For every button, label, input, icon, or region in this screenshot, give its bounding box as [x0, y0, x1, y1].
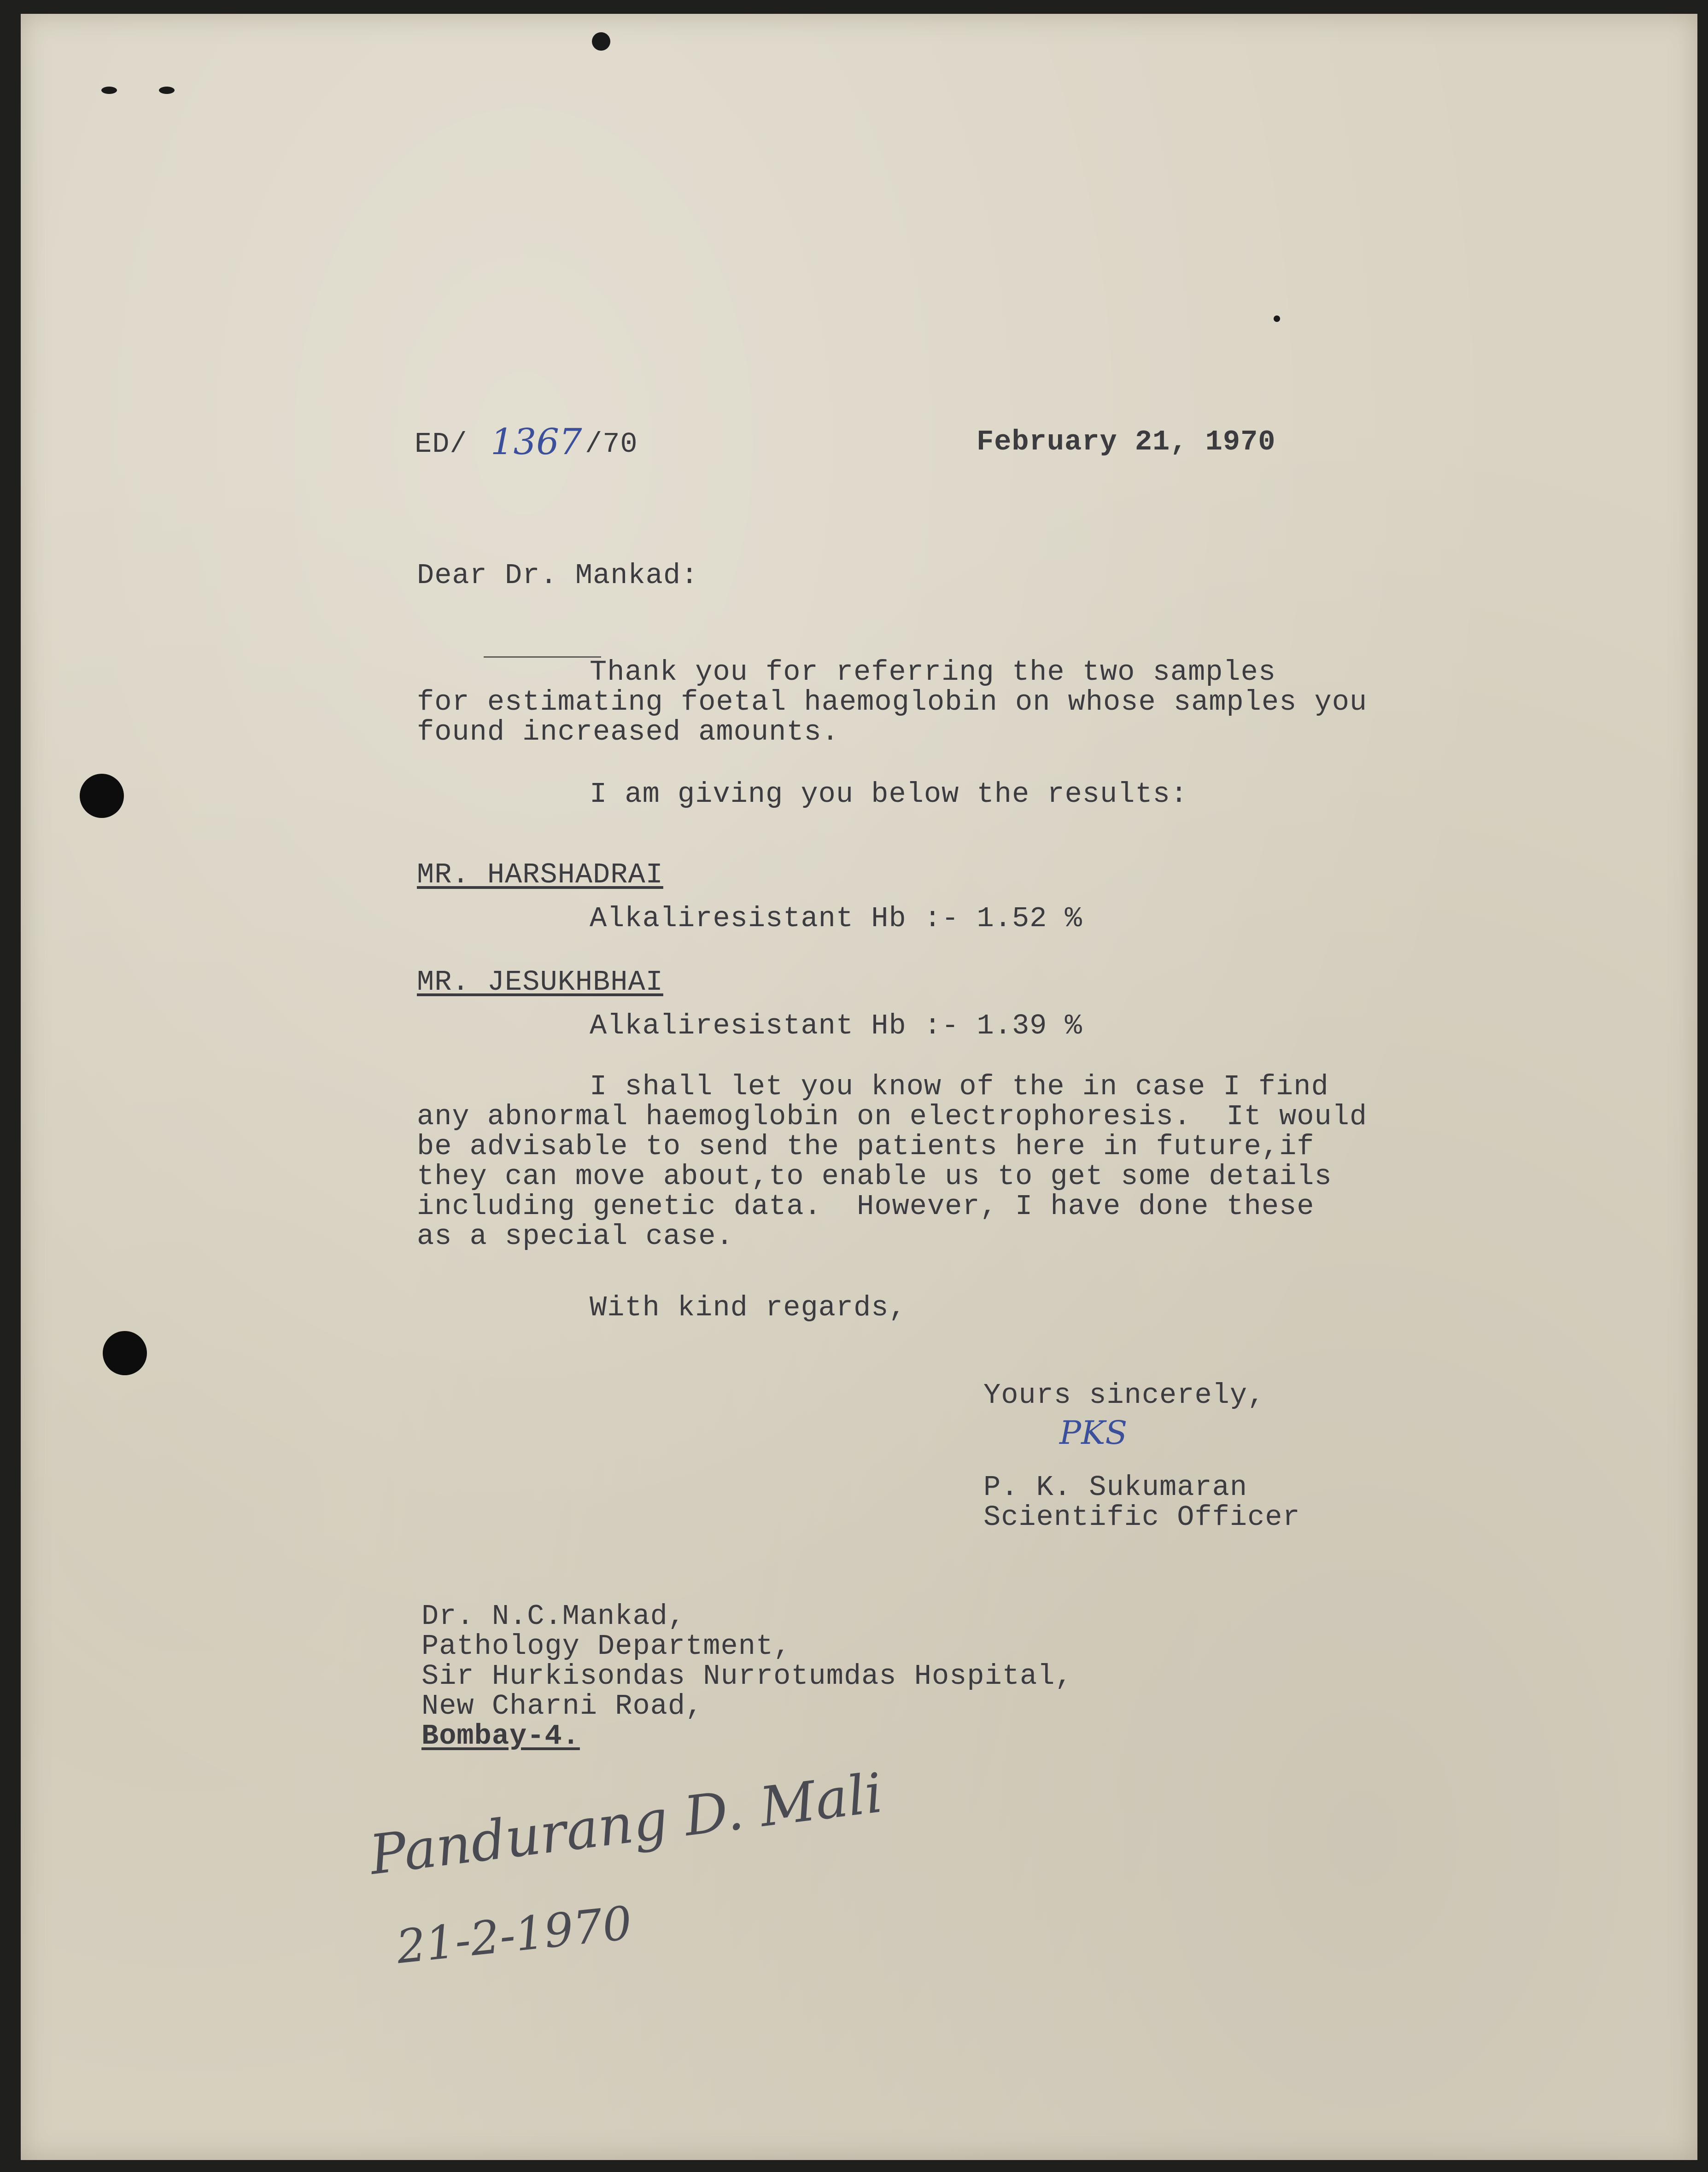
patient-name: MR. JESUKHBHAI: [417, 966, 663, 998]
result-value: Alkaliresistant Hb :- 1.52 %: [590, 902, 1082, 935]
salutation: Dear Dr. Mankad:: [417, 559, 699, 592]
closing: With kind regards,: [590, 1291, 907, 1324]
para3-line: as a special case.: [417, 1220, 734, 1253]
underline-rule: [484, 656, 601, 658]
staple-mark: [159, 87, 175, 94]
address-line: Sir Hurkisondas Nurrotumdas Hospital,: [421, 1660, 1073, 1693]
address-line: Pathology Department,: [421, 1630, 791, 1663]
signer-name: P. K. Sukumaran: [983, 1471, 1248, 1504]
staple-mark: [101, 87, 117, 94]
reference-prefix: ED/: [415, 428, 468, 461]
handwritten-note: Pandurang D. Mali: [366, 1761, 886, 1887]
letter-date: February 21, 1970: [977, 426, 1276, 458]
para3-line: be advisable to send the patients here in future,if: [417, 1130, 1315, 1163]
para1-line: for estimating foetal haemoglobin on whose samples you: [417, 686, 1368, 718]
address-line: Bombay-4.: [421, 1720, 580, 1752]
signer-title: Scientific Officer: [983, 1501, 1300, 1534]
result-value: Alkaliresistant Hb :- 1.39 %: [590, 1010, 1082, 1042]
signoff: Yours sincerely,: [983, 1379, 1265, 1412]
address-line: Dr. N.C.Mankad,: [421, 1600, 686, 1633]
para3-line: any abnormal haemoglobin on electrophoresis. It would: [417, 1100, 1368, 1133]
address-line: New Charni Road,: [421, 1690, 703, 1722]
punch-hole-top: [80, 774, 124, 818]
para3-line: including genetic data. However, I have done these: [417, 1190, 1315, 1223]
patient-name: MR. HARSHADRAI: [417, 858, 663, 891]
para1-line: Thank you for referring the two samples: [590, 656, 1276, 689]
reference-number: 1367: [491, 421, 582, 463]
para3-line: they can move about,to enable us to get some details: [417, 1160, 1332, 1193]
handwritten-date: 21-2-1970: [394, 1896, 635, 1974]
letter-page: [21, 14, 1697, 2160]
para2: I am giving you below the results:: [590, 778, 1188, 811]
punch-hole-bottom: [103, 1331, 147, 1375]
signature-initials: PKS: [1059, 1414, 1128, 1452]
paper-speck: [1274, 315, 1280, 322]
para1-line: found increased amounts.: [417, 716, 839, 748]
reference-suffix: /70: [585, 428, 638, 461]
para3-line: I shall let you know of the in case I find: [590, 1070, 1329, 1103]
paper-speck: [592, 32, 610, 51]
